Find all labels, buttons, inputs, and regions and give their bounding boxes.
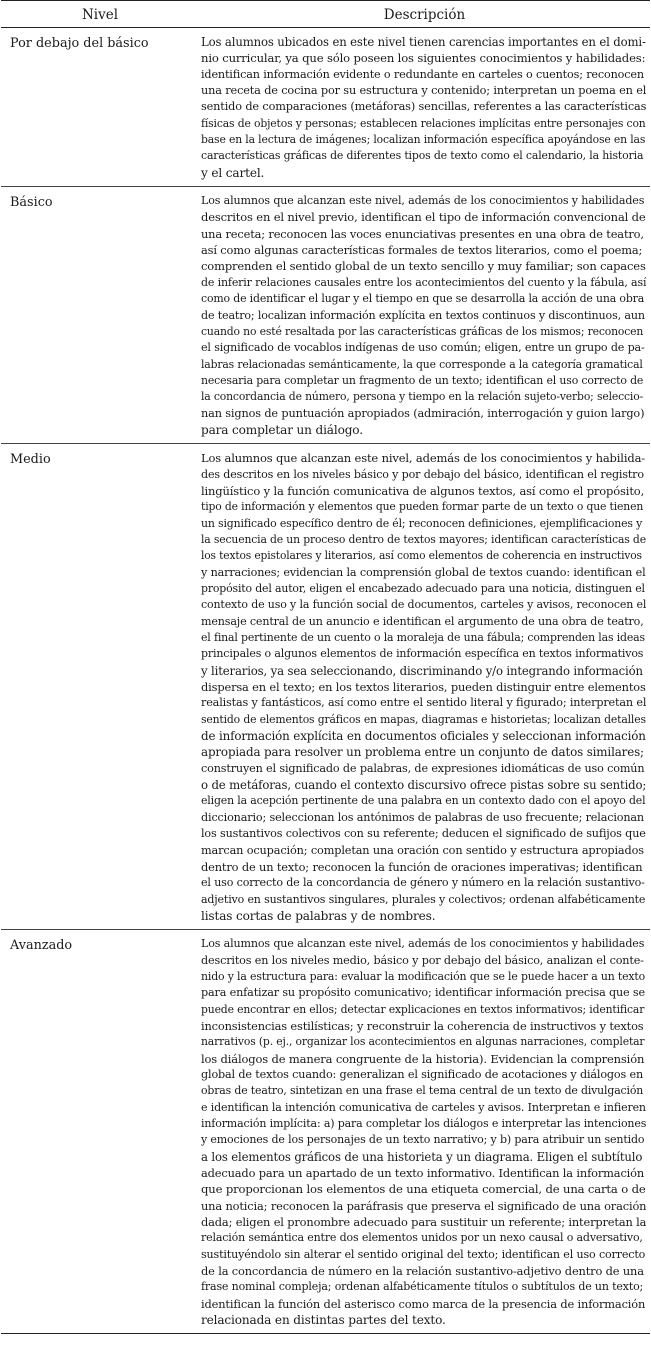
description-line: marcan ocupación; completan una oración con sentido y estructura apropiados [201,843,644,857]
description-line: e identifican la intención comunicativa de carteles y avisos. Interpretan e infieren [201,1100,646,1114]
description-line: frase nominal compleja; ordenan alfabéticamente títulos o subtítulos de un texto; [201,1280,644,1294]
description-line: sentido de elementos gráficos en mapas, diagramas e historietas; localizan detalles [201,712,646,726]
description-cell [199,187,650,444]
description-line: una receta; reconocen las voces enunciativas presentes en una obra de teatro, [201,226,644,241]
description-line: y narraciones; evidencian la comprensión global de textos cuando: identifican el [201,565,646,579]
description-line: nido y la estructura para: evaluar la modificación que se le puede hacer a un texto [201,969,646,983]
table-row-advanced [1,930,650,1334]
description-line: relacionada en distintas partes del texto. [201,1313,446,1328]
description-line: adecuado para un apartado de un texto informativo. Identifican la información [201,1166,645,1181]
description-line: identifican la función del asterisco como marca de la presencia de información [201,1296,646,1311]
table-header-row [1,1,650,28]
description-line: comprenden el sentido global de un texto sencillo y muy familiar; son capaces [201,259,646,274]
description-line: de la concordancia de número en la relación sustantivo-adjetivo dentro de una [201,1264,644,1279]
description-cell [199,444,650,930]
table-body [1,28,650,1334]
description-line: lingüístico y la función comunicativa de algunos textos, así como el propósito, [201,483,645,498]
description-line: diccionario; seleccionan los antónimos de palabras de uso frecuente; relacionan [201,810,644,824]
description-line: propósito del autor, eligen el encabezado adecuado para una noticia, distinguen el [201,582,645,595]
description-line: los textos epistolares y literarios, así como elementos de coherencia en instructivos [201,549,642,563]
description-line: apropiada para resolver un problema entre un conjunto de datos similares; [201,745,644,760]
table-row-basic [1,187,650,444]
description-line: labras relacionadas semánticamente, la que corresponde a la categoría gramatical [201,357,643,371]
description-line: que proporcionan los elementos de una etiqueta comercial, de una carta o de [201,1182,646,1197]
description-line: necesaria para completar un fragmento de un texto; identifican el uso correcto de [201,373,644,387]
description-line: dispersa en el texto; en los textos literarios, pueden distinguir entre elementos [201,680,646,695]
description-line: la concordancia de número, persona y tiempo en la relación sujeto-verbo; seleccio- [201,390,644,404]
description-line: información implícita: a) para completar los diálogos e interpretar las intenciones [201,1117,646,1130]
header-level: Nivel [1,1,199,28]
description-line: una noticia; reconocen la paráfrasis que preserva el significado de una oración [201,1198,646,1213]
description-line: eligen la acepción pertinente de una palabra en un contexto dado con el apoyo del [201,794,646,808]
description-line: un significado específico dentro de él; reconocen definiciones, ejemplificaciones y [201,516,643,530]
description-line: características gráficas de diferentes tipos de texto como el calendario, la historia [201,149,644,163]
description-cell [199,930,650,1334]
description-line: dada; eligen el pronombre adecuado para sustituir un referente; interpretan la [201,1215,646,1230]
achievement-levels-table-wrapper [1,0,650,1334]
table-row-below-basic [1,28,650,187]
description-line: como de identificar el lugar y el tiempo en que se desarrolla la acción de una obra [201,292,645,306]
description-line: tipo de información y elementos que pueden formar parte de un texto o que tienen [201,500,644,514]
description-line: obras de teatro, sintetizan en una frase el tema central de un texto de divulgación [201,1084,644,1098]
table-row-medium [1,444,650,930]
description-line: narrativos (p. ej., organizar los acontecimientos en algunas narraciones, completar [201,1035,645,1049]
description-line: sustituyéndolo sin alterar el sentido original del texto; identifican el uso correcto [201,1247,646,1261]
description-line: nan signos de puntuación apropiados (admiración, interrogación y guion largo) [201,406,645,420]
description-line: nio curricular, ya que sólo poseen los siguientes conocimientos y habilidades: [201,51,646,66]
description-line: realistas y fantásticos, así como entre el sentido literal y figurado; interpretan el [201,696,646,710]
description-line: para completar un diálogo. [201,422,363,437]
description-line: físicas de objetos y personas; establecen relaciones implícitas entre personajes con [201,116,646,130]
description-line: el uso correcto de la concordancia de género y número en la relación sustantivo- [201,876,645,890]
description-line: el final pertinente de un cuento o la moraleja de una fábula; comprenden las ideas [201,631,645,645]
description-line: Los alumnos que alcanzan este nivel, además de los conocimientos y habilidades [201,194,645,208]
description-line: cuando no esté resaltada por las características gráficas de los mismos; reconocen [201,324,644,338]
description-line: descritos en los niveles medio, básico y por debajo del básico, analizan el conte- [201,953,644,967]
description-line: base en la lectura de imágenes; localizan información específica apoyándose en las [201,133,646,147]
description-line: des descritos en los niveles básico y por debajo del básico, identifican el registro [201,467,644,481]
description-line: inconsistencias estilísticas; y reconstruir la coherencia de instructivos y textos [201,1018,644,1033]
description-line: de teatro; localizan información explícita en textos continuos y discontinuos, aun [201,308,645,322]
description-line: y emociones de los personajes de un texto narrativo; y b) para atribuir un sentido [201,1133,645,1147]
description-line: contexto de uso y la función social de documentos, carteles y avisos, reconocen el [201,598,646,612]
description-line: construyen el significado de palabras, de expresiones idiomáticas de uso común [201,761,645,775]
description-line: puede encontrar en ellos; detectar explicaciones en textos informativos; identificar [201,1002,645,1016]
achievement-levels-table [1,0,650,1334]
description-cell [199,28,650,187]
level-cell: Básico [1,187,199,444]
description-line: para enfatizar su propósito comunicativo; identificar información precisa que se [201,986,645,1000]
description-line: y literarios, ya sea seleccionando, discriminando y/o integrando información [201,663,643,678]
description-line: Los alumnos ubicados en este nivel tienen carencias importantes en el domi- [201,35,646,49]
header-description: Descripción [199,1,650,28]
description-line: Los alumnos que alcanzan este nivel, además de los conocimientos y habilidades [201,937,645,951]
level-cell: Medio [1,444,199,930]
description-line: adjetivo en sustantivos singulares, plurales y colectivos; ordenan alfabéticamente [201,892,646,906]
description-line: una receta de cocina por su estructura y contenido; interpretan un poema en el [201,84,646,98]
description-line: y el cartel. [201,165,265,180]
description-line: descritos en el nivel previo, identifican el tipo de información convencional de [201,210,646,225]
description-line: principales o algunos elementos de información específica en textos informativos [201,647,644,661]
description-line: de información explícita en documentos oficiales y seleccionan información [201,729,646,744]
description-line: relación semántica entre dos elementos unidos por un nexo causal o adversativo, [201,1231,643,1245]
description-line: a los elementos gráficos de una historieta y un diagrama. Eligen el subtítulo [201,1149,643,1164]
description-line: global de textos cuando: generalizan el significado de acotaciones y diálogos en [201,1067,644,1081]
description-line: o de metáforas, cuando el contexto discursivo ofrece pistas sobre su sentido; [201,778,646,793]
description-line: los diálogos de manera congruente de la historia). Evidencian la comprensión [201,1051,645,1066]
level-cell: Por debajo del básico [1,28,199,187]
description-line: mensaje central de un anuncio e identifican el argumento de una obra de teatro, [201,614,644,628]
description-line: dentro de un texto; reconocen la función de oraciones imperativas; identifican [201,859,643,874]
description-line: Los alumnos que alcanzan este nivel, además de los conocimientos y habilida- [201,451,646,466]
description-line: identifican información evidente o redundante en carteles o cuentos; reconocen [201,67,644,81]
description-line: la secuencia de un proceso dentro de textos mayores; identifican características de [201,532,646,546]
description-line: así como algunas características formales de textos literarios, como el poema; [201,243,643,258]
level-cell: Avanzado [1,930,199,1334]
description-line: listas cortas de palabras y de nombres. [201,908,436,923]
description-line: los sustantivos colectivos con su referente; deducen el significado de sufijos que [201,827,646,841]
description-line: sentido de comparaciones (metáforas) sencillas, referentes a las características [201,100,646,114]
description-line: de inferir relaciones causales entre los acontecimientos del cuento y la fábula, así [201,275,646,289]
description-line: el significado de vocablos indígenas de uso común; eligen, entre un grupo de pa- [201,341,645,355]
